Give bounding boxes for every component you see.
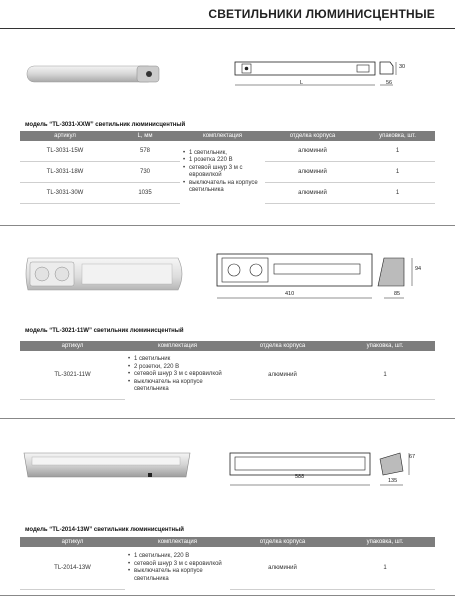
cell-length: 578: [110, 141, 180, 161]
dim-height: 67: [409, 454, 416, 460]
cell-length: 1035: [110, 182, 180, 203]
cell-finish: алюминий: [230, 547, 335, 589]
col-header-pack: упаковка, шт.: [360, 131, 435, 141]
kit-item: • выключатель на корпусе светильника: [128, 568, 227, 583]
dim-length: 588: [295, 474, 305, 480]
col-header-pack: упаковка, шт.: [335, 341, 435, 351]
product-photo-tl2014: [20, 443, 195, 488]
table-row: [20, 351, 435, 399]
table-row: [20, 547, 435, 589]
col-header-kit: комплектация: [125, 341, 230, 351]
dim-depth: 135: [388, 478, 398, 484]
dim-height: 94: [415, 266, 422, 272]
col-header-sku: артикул: [20, 131, 110, 141]
col-header-kit: комплектация: [125, 537, 230, 547]
cell-length: 730: [110, 161, 180, 182]
dim-depth: 56: [386, 80, 393, 86]
cell-finish: алюминий: [265, 161, 360, 182]
product-section-tl3031: [0, 30, 455, 220]
kit-item: • 1 светильник, 220 В: [128, 553, 227, 561]
kit-item: • выключатель на корпусе светильника: [183, 180, 262, 195]
kit-item: • 2 розетки, 220 В: [128, 364, 227, 372]
dim-depth: 85: [394, 291, 401, 297]
product-section-tl2014: [0, 425, 455, 600]
kit-item: • 1 светильник: [128, 356, 227, 364]
col-header-pack: упаковка, шт.: [335, 537, 435, 547]
cell-sku: TL-3031-30W: [20, 182, 110, 203]
cell-kit: [180, 141, 265, 203]
product-section-tl3021: [0, 228, 455, 408]
cell-sku: TL-3031-18W: [20, 161, 110, 182]
col-header-kit: комплектация: [180, 131, 265, 141]
cell-sku: TL-3031-15W: [20, 141, 110, 161]
col-header-finish: отделка корпуса: [265, 131, 360, 141]
cell-pack: 1: [360, 161, 435, 182]
col-header-finish: отделка корпуса: [230, 341, 335, 351]
col-header-length: L, мм: [110, 131, 180, 141]
header-divider: [0, 28, 455, 29]
cell-finish: алюминий: [265, 182, 360, 203]
product-photo-tl3021: [20, 250, 190, 298]
kit-item: • сетевой шнур 3 м с евровилкой: [183, 165, 262, 180]
kit-item: • 1 светильник,: [183, 150, 262, 158]
spec-table-tl3031: [20, 131, 435, 204]
cell-kit: [125, 547, 230, 589]
kit-item: • сетевой шнур 3 м с евровилкой: [128, 371, 227, 379]
cell-pack: 1: [360, 141, 435, 161]
kit-item: • сетевой шнур 3 м с евровилкой: [128, 561, 227, 569]
spec-table-tl3021: [20, 341, 435, 400]
cell-sku: TL-3021-11W: [20, 351, 125, 399]
dimension-drawing-tl3031: [230, 57, 400, 97]
page-header: [0, 0, 455, 30]
cell-sku: TL-2014-13W: [20, 547, 125, 589]
cell-pack: 1: [335, 547, 435, 589]
section-divider: [0, 418, 455, 419]
model-caption: модель “TL-3021-11W” светильник люминисцентный: [25, 328, 184, 334]
kit-item: • 1 розетка 220 В: [183, 157, 262, 165]
dim-length: L: [300, 80, 304, 86]
section-divider: [0, 225, 455, 226]
model-caption: модель “TL-3031-XXW” светильник люминисцентный: [25, 122, 186, 128]
col-header-sku: артикул: [20, 537, 125, 547]
cell-finish: алюминий: [230, 351, 335, 399]
col-header-sku: артикул: [20, 341, 125, 351]
product-photo-tl3031: [25, 63, 165, 85]
spec-table-tl2014: [20, 537, 435, 590]
kit-item: • выключатель на корпусе светильника: [128, 379, 227, 394]
dimension-drawing-tl2014: [225, 447, 425, 497]
dim-length: 410: [285, 291, 295, 297]
dim-height: 30: [399, 64, 406, 70]
cell-kit: [125, 351, 230, 399]
cell-pack: 1: [335, 351, 435, 399]
cell-finish: алюминий: [265, 141, 360, 161]
bottom-divider: [0, 595, 455, 596]
col-header-finish: отделка корпуса: [230, 537, 335, 547]
page-title: СВЕТИЛЬНИКИ ЛЮМИНИСЦЕНТНЫЕ: [208, 7, 435, 21]
cell-pack: 1: [360, 182, 435, 203]
table-row: [20, 141, 435, 161]
model-caption: модель “TL-2014-13W” светильник люминисцентный: [25, 527, 184, 533]
dimension-drawing-tl3021: [212, 250, 432, 320]
